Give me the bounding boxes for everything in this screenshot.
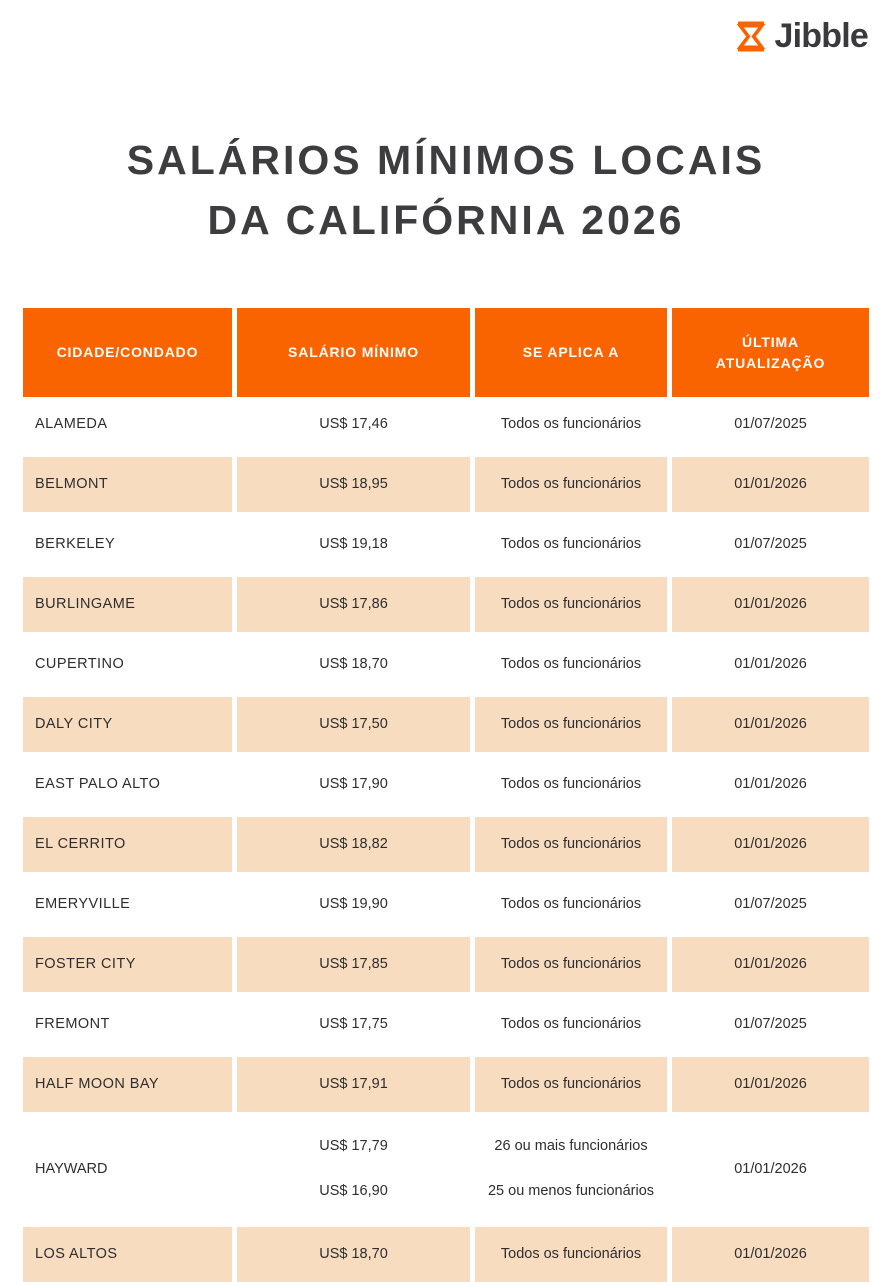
table-row (23, 937, 869, 992)
cell-applies-text: Todos os funcionários (500, 415, 642, 432)
cell-applies-text: Todos os funcionários (500, 1015, 642, 1032)
table-row (23, 1227, 869, 1282)
cell-city-text: LOS ALTOS (35, 1245, 118, 1262)
column-header-wage-label: SALÁRIO MÍNIMO (288, 344, 419, 361)
cell-updated (672, 1117, 869, 1222)
cell-updated (672, 697, 869, 752)
brand-name: Jibble (774, 17, 868, 55)
column-header-city (23, 308, 232, 397)
cell-updated (672, 757, 869, 812)
cell-wage (237, 877, 470, 932)
cell-updated-text: 01/01/2026 (734, 955, 807, 972)
cell-applies-text: Todos os funcionários (500, 895, 642, 912)
cell-wage (237, 637, 470, 692)
cell-wage (237, 937, 470, 992)
cell-wage-tier-1: US$ 17,79 (319, 1138, 388, 1155)
cell-updated (672, 397, 869, 452)
table-row (23, 877, 869, 932)
brand-logo (736, 14, 868, 58)
table-row (23, 697, 869, 752)
column-header-updated (672, 308, 869, 397)
table-row (23, 397, 869, 452)
cell-city-text: BURLINGAME (35, 595, 136, 612)
cell-applies (475, 517, 667, 572)
cell-applies (475, 1057, 667, 1112)
cell-wage (237, 757, 470, 812)
cell-city-text: DALY CITY (35, 715, 113, 732)
table-row (23, 457, 869, 512)
cell-applies-text: Todos os funcionários (500, 835, 642, 852)
cell-updated-text: 01/01/2026 (734, 775, 807, 792)
cell-applies (475, 577, 667, 632)
cell-updated-text: 01/01/2026 (734, 1160, 807, 1177)
cell-updated (672, 1057, 869, 1112)
cell-city (23, 997, 232, 1052)
table-body (23, 397, 869, 1282)
cell-city (23, 397, 232, 452)
cell-applies-text: Todos os funcionários (500, 1245, 642, 1262)
cell-updated (672, 997, 869, 1052)
cell-wage-text: US$ 18,70 (319, 1245, 388, 1262)
cell-applies-text: Todos os funcionários (500, 775, 642, 792)
cell-updated (672, 457, 869, 512)
page-title-line-2: DA CALIFÓRNIA 2026 (207, 196, 685, 243)
table-row (23, 1057, 869, 1112)
cell-wage-text: US$ 17,90 (319, 775, 388, 792)
cell-city (23, 1227, 232, 1282)
cell-city (23, 757, 232, 812)
cell-applies (475, 817, 667, 872)
cell-wage (237, 817, 470, 872)
cell-wage-text: US$ 17,85 (319, 955, 388, 972)
cell-updated-text: 01/01/2026 (734, 475, 807, 492)
cell-applies (475, 877, 667, 932)
cell-wage-text: US$ 18,70 (319, 655, 388, 672)
cell-city (23, 1057, 232, 1112)
cell-city (23, 637, 232, 692)
cell-wage (237, 997, 470, 1052)
cell-applies (475, 637, 667, 692)
minimum-wage-table (23, 308, 869, 1282)
cell-applies (475, 397, 667, 452)
cell-updated (672, 637, 869, 692)
cell-applies-text: Todos os funcionários (500, 715, 642, 732)
cell-applies-text: Todos os funcionários (500, 535, 642, 552)
cell-wage-text: US$ 19,90 (319, 895, 388, 912)
cell-city (23, 877, 232, 932)
cell-city-text: BERKELEY (35, 535, 116, 552)
table-row (23, 577, 869, 632)
cell-applies-text: Todos os funcionários (500, 655, 642, 672)
cell-updated-text: 01/01/2026 (734, 835, 807, 852)
column-header-city-label: CIDADE/CONDADO (56, 344, 199, 361)
cell-applies (475, 697, 667, 752)
cell-wage (237, 577, 470, 632)
table-header-row (23, 308, 869, 397)
cell-updated (672, 877, 869, 932)
cell-city (23, 937, 232, 992)
hourglass-icon (736, 21, 766, 52)
cell-applies-tier-1: 26 ou mais funcionários (494, 1138, 648, 1155)
cell-city-text: CUPERTINO (35, 655, 125, 672)
cell-applies (475, 757, 667, 812)
cell-city-text: BELMONT (35, 475, 109, 492)
column-header-updated-label-line-1: ÚLTIMA (742, 334, 799, 351)
cell-city (23, 577, 232, 632)
cell-applies (475, 997, 667, 1052)
column-header-applies-label: SE APLICA A (522, 344, 620, 361)
cell-applies (475, 457, 667, 512)
cell-wage-text: US$ 18,82 (319, 835, 388, 852)
cell-city (23, 517, 232, 572)
cell-wage-text: US$ 17,91 (319, 1075, 388, 1092)
cell-wage (237, 1227, 470, 1282)
cell-city-text: ALAMEDA (35, 415, 108, 432)
cell-wage-text: US$ 17,46 (319, 415, 388, 432)
page-title-line-1: SALÁRIOS MÍNIMOS LOCAIS (126, 137, 766, 184)
cell-updated-text: 01/01/2026 (734, 1075, 807, 1092)
cell-updated-text: 01/01/2026 (734, 1245, 807, 1262)
cell-updated (672, 937, 869, 992)
cell-updated-text: 01/01/2026 (734, 595, 807, 612)
cell-city-text: FREMONT (35, 1015, 110, 1032)
cell-wage (237, 1057, 470, 1112)
cell-wage-tier-2: US$ 16,90 (319, 1182, 388, 1199)
cell-wage-text: US$ 17,50 (319, 715, 388, 732)
cell-wage (237, 517, 470, 572)
page-title (0, 131, 892, 250)
cell-updated (672, 1227, 869, 1282)
cell-applies-text: Todos os funcionários (500, 475, 642, 492)
cell-city (23, 1117, 232, 1222)
cell-updated-text: 01/07/2025 (734, 535, 807, 552)
table-row (23, 517, 869, 572)
cell-updated-text: 01/07/2025 (734, 415, 807, 432)
table-row-split (23, 1117, 869, 1222)
cell-wage-text: US$ 18,95 (319, 475, 388, 492)
cell-applies-text: Todos os funcionários (500, 1075, 642, 1092)
table-row (23, 997, 869, 1052)
cell-wage-text: US$ 17,86 (319, 595, 388, 612)
cell-applies (475, 937, 667, 992)
cell-updated-text: 01/01/2026 (734, 655, 807, 672)
cell-city (23, 457, 232, 512)
cell-updated-text: 01/07/2025 (734, 1015, 807, 1032)
cell-city-text: EMERYVILLE (35, 895, 131, 912)
column-header-wage (237, 308, 470, 397)
table-row (23, 637, 869, 692)
cell-wage (237, 397, 470, 452)
cell-updated (672, 817, 869, 872)
cell-city-text: EAST PALO ALTO (35, 775, 161, 792)
cell-updated-text: 01/07/2025 (734, 895, 807, 912)
cell-updated (672, 517, 869, 572)
cell-city-text: FOSTER CITY (35, 955, 136, 972)
cell-wage-tiers (237, 1117, 470, 1222)
cell-city-text: HAYWARD (35, 1160, 108, 1177)
cell-wage-text: US$ 17,75 (319, 1015, 388, 1032)
table-row (23, 817, 869, 872)
cell-applies (475, 1227, 667, 1282)
cell-wage (237, 457, 470, 512)
cell-updated-text: 01/01/2026 (734, 715, 807, 732)
cell-city-text: HALF MOON BAY (35, 1075, 160, 1092)
table-row (23, 757, 869, 812)
cell-city-text: EL CERRITO (35, 835, 126, 852)
cell-wage-text: US$ 19,18 (319, 535, 388, 552)
cell-applies-tiers (475, 1117, 667, 1222)
cell-wage (237, 697, 470, 752)
cell-applies-text: Todos os funcionários (500, 595, 642, 612)
cell-applies-text: Todos os funcionários (500, 955, 642, 972)
column-header-applies (475, 308, 667, 397)
column-header-updated-label-line-2: ATUALIZAÇÃO (715, 354, 826, 371)
cell-applies-tier-2: 25 ou menos funcionários (487, 1182, 655, 1199)
cell-updated (672, 577, 869, 632)
cell-city (23, 697, 232, 752)
cell-city (23, 817, 232, 872)
